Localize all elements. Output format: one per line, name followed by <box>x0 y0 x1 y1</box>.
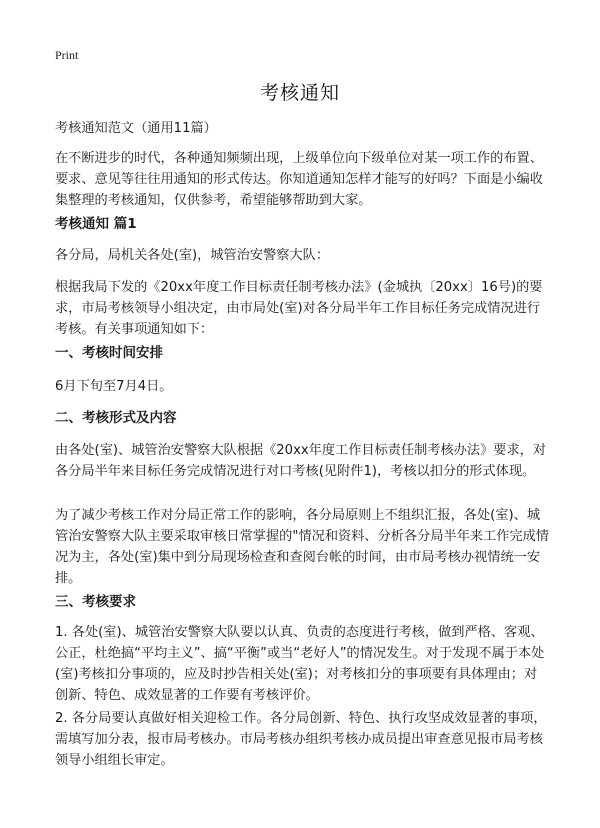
intro-paragraph: 在不断进步的时代，各种通知频频出现，上级单位向下级单位对某一项工作的布置、要求、意见等往往用通知的形式传达。你知道通知怎样才能写的好吗？下面是小编收集整理的考核通知，仅供参考，希望能够帮助到大家。 <box>55 151 543 208</box>
requirement-1: 1. 各处(室)、城管治安警察大队要以认真、负责的态度进行考核，做到严格、客观、公正，杜绝搞“平均主义”、搞“平衡”或当“老好人”的情况发生。对于发现不属于本处(室)考核扣分事项的，应及时抄告相关处(室)；对考核扣分的事项要有具体理由；对创新、特色、成效显著的工作要有考核评价。 <box>55 625 545 703</box>
time-paragraph: 6月下旬至7月4日。 <box>55 379 173 394</box>
section-heading: 考核通知 篇1 <box>55 216 137 232</box>
salutation: 各分局，局机关各处(室)，城管治安警察大队： <box>55 248 330 263</box>
document-subtitle: 考核通知范文（通用11篇） <box>55 121 217 136</box>
heading-time-arrangement: 一、考核时间安排 <box>55 345 163 361</box>
page-title: 考核通知 <box>259 82 340 104</box>
paragraph-reduce: 为了减少考核工作对分局正常工作的影响，各分局原则上不组织汇报，各处(室)、城管治安警察大队主要采取审核日常掌握的"情况和资料、分析各分局半年来工作完成情况为主，各处(室)集中到分局现场检查和查阅台帐的时间，由市局考核办视情统一安排。 <box>55 508 549 586</box>
heading-requirements: 三、考核要求 <box>55 594 136 610</box>
heading-form-content: 二、考核形式及内容 <box>55 410 177 426</box>
print-link[interactable]: Print <box>55 48 79 62</box>
requirement-2: 2. 各分局要认真做好相关迎检工作。各分局创新、特色、执行攻坚成效显著的事项，需填写加分表，报市局考核办。市局考核办组织考核办成员提出审查意见报市局考核领导小组组长审定。 <box>55 711 547 768</box>
paragraph-form: 由各处(室)、城管治安警察大队根据《20xx年度工作目标责任制考核办法》要求，对各分局半年来目标任务完成情况进行对口考核(见附件1)，考核以扣分的形式体现。 <box>55 443 547 479</box>
paragraph-basis: 根据我局下发的《20xx年度工作目标责任制考核办法》(金城执〔20xx〕16号)的要求，市局考核领导小组决定，由市局处(室)对各分局半年工作目标任务完成情况进行考核。有关事项通知如下： <box>55 280 543 337</box>
